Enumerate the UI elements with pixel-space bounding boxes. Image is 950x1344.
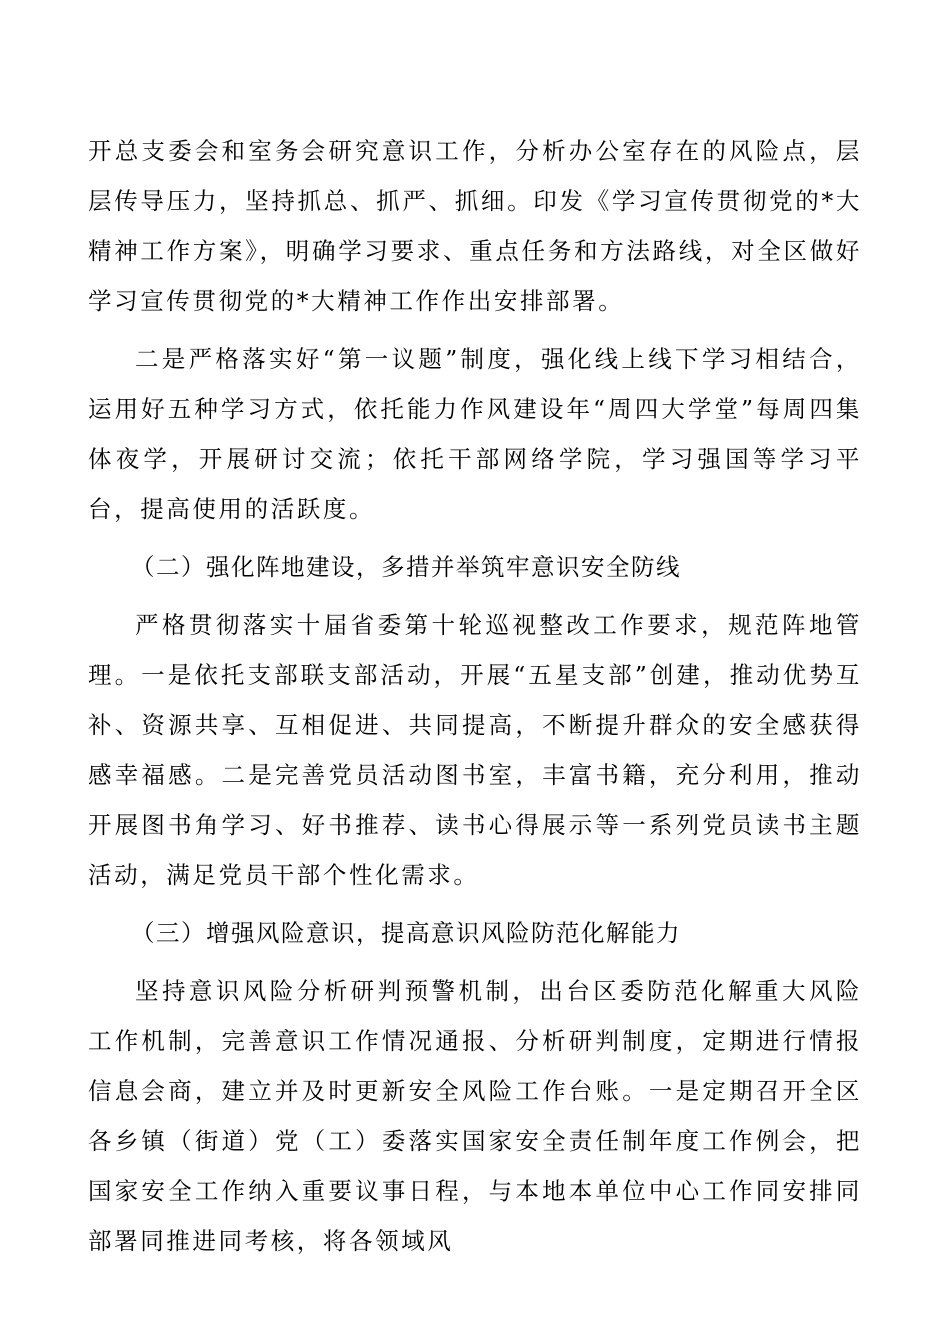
paragraph-3: 严格贯彻落实十届省委第十轮巡视整改工作要求，规范阵地管理。一是依托支部联支部活动，开展“五星支部”创建，推动优势互补、资源共享、互相促进、共同提高，不断提升群众的安全感获得感幸福感。二是完善党员活动图书室，丰富书籍，充分利用，推动开展图书角学习、好书推荐、读书心得展示等一系列党员读书主题活动，满足党员干部个性化需求。 [88,611,862,889]
paragraph-1: 开总支委会和室务会研究意识工作，分析办公室存在的风险点，层层传导压力，坚持抓总、抓严、抓细。印发《学习宣传贯彻党的*大精神工作方案》，明确学习要求、重点任务和方法路线，对全区做好学习宣传贯彻党的*大精神工作作出安排部署。 [88,137,862,315]
document-body [88,126,862,1274]
section-heading-3: （三）增强风险意识，提高意识风险防范化解能力 [131,919,681,947]
paragraph-4: 坚持意识风险分析研判预警机制，出台区委防范化解重大风险工作机制，完善意识工作情况通报、分析研判制度，定期进行情报信息会商，建立并及时更新安全风险工作台账。一是定期召开全区各乡镇（街道）党（工）委落实国家安全责任制年度工作例会，把国家安全工作纳入重要议事日程，与本地本单位中心工作同安排同部署同推进同考核，将各领域风 [88,977,862,1255]
paragraph-2: 二是严格落实好“第一议题”制度，强化线上线下学习相结合，运用好五种学习方式，依托能力作风建设年“周四大学堂”每周四集体夜学，开展研讨交流；依托干部网络学院，学习强国等学习平台，提高使用的活跃度。 [88,345,862,523]
section-heading-2: （二）强化阵地建设，多措并举筑牢意识安全防线 [131,553,681,581]
